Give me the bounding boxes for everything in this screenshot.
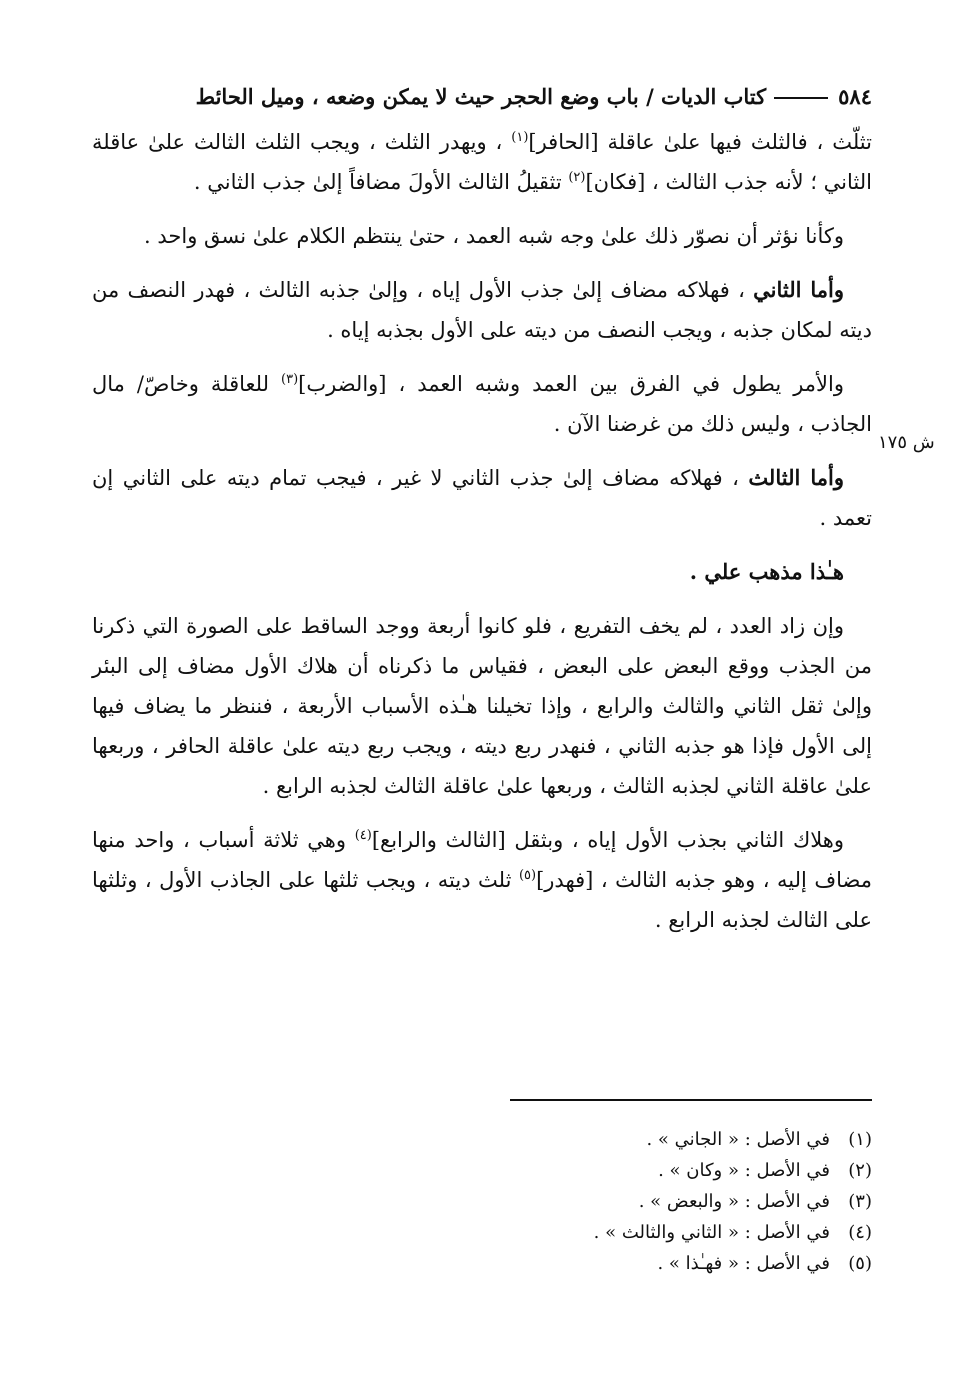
text-run: ، فهلاكه مضاف إلىٰ جذب الثاني لا غير ، فيجب تمام ديته على الثاني إن تعمد . [92,466,872,530]
paragraph-5 [92,458,872,538]
footnote-number: (٢) [848,1160,872,1181]
footnote-number: (١) [848,1129,872,1150]
text-run: والأمر يطول في الفرق بين العمد وشبه العمد ، [والضرب] [298,372,845,396]
footnote-separator [510,1099,872,1101]
paragraph-2: وكأنا نؤثر أن نصوّر ذلك علىٰ وجه شبه العمد ، حتىٰ ينتظم الكلام علىٰ نسق واحد . [144,224,844,248]
footnote-number: (٥) [848,1253,872,1274]
footnote-ref-3: (٣) [281,372,299,387]
footnote-text: في الأصل : « وكان » . [658,1160,830,1181]
footnote-ref-1: (١) [511,130,529,145]
footnote-text: في الأصل : « والبعض » . [638,1191,830,1212]
paragraph-lead: وأما الثالث [748,465,844,490]
footnotes [480,1124,872,1279]
paragraph-8 [92,820,872,940]
footnote-text: في الأصل : « الثاني والثالث » . [593,1222,830,1243]
footnote-item [480,1124,872,1155]
footnote-ref-5: (٥) [518,868,537,883]
paragraph-4 [92,364,872,444]
footnote-item [480,1155,872,1186]
text-run: للعاقلة وخاصّ/ مال الجاذب ، وليس ذلك من غرضنا الآن . [92,372,872,436]
running-title: كتاب الديات / باب وضع الحجر حيث لا يمكن وضعه ، وميل الحائط [195,83,767,109]
main-text [92,122,872,954]
text-run: ، فهلاكه مضاف إلىٰ جذب الأول إياه ، وإلىٰ جذبه الثالث ، فهدر النصف من ديته لمكان جذبه ، ويجب النصف من ديته على الأول بجذبه إياه . [92,278,872,342]
text-run: تثقيلُ الثالث الأولَ مضافاً إلىٰ جذب الثاني . [193,170,569,194]
running-header [92,78,872,114]
text-run: وهي ثلاثة أسباب ، واحد منها مضاف إليه ، وهو جذبه الثالث ، [فهدر] [92,828,872,892]
paragraph-lead: هـٰذا مذهب علي . [689,559,844,584]
footnote-number: (٤) [848,1222,872,1243]
footnote-item [480,1217,872,1248]
text-run: تثلّث ، فالثلث فيها علىٰ عاقلة [الحافر] [528,130,872,154]
footnote-text: في الأصل : « الجاني » . [646,1129,830,1150]
page-number: ٥٨٤ [838,83,872,109]
paragraph-3 [92,270,872,350]
footnote-item [480,1248,872,1279]
text-run: وهلاك الثاني بجذب الأول إياه ، وبثقل [الثالث والرابع] [371,828,844,852]
paragraph-1 [92,122,872,202]
footnote-ref-4: (٤) [354,828,372,843]
paragraph-6 [92,552,872,592]
text-run: ، ويهدر الثلث ، ويجب الثلث الثالث علىٰ عاقلة الثاني ؛ لأنه جذب الثالث ، [فكان] [92,130,872,194]
footnote-ref-2: (٢) [568,170,586,185]
header-rule [774,97,828,99]
footnote-text: في الأصل : « فهـٰذا » . [657,1253,830,1274]
paragraph-7: وإن زاد العدد ، لم يخف التفريع ، فلو كانوا أربعة ووجد الساقط على الصورة التي ذكرنا من الجذب ووقع البعض على البعض ، فقياس ما ذكرناه أن هلاك الأول مضاف إلى البئر وإلىٰ ثقل الثاني والثالث والرابع ، وإذا تخيلنا هـٰذه الأسباب الأربعة ، فننظر ما يضاف فيها إلى الأول فإذا هو جذبه الثاني ، فنهدر ربع ديته ، ويجب ربع ديته علىٰ عاقلة الحافر ، وربعها علىٰ عاقلة الثاني لجذبه الثالث ، وربعها علىٰ عاقلة الثالث لجذبه الرابع . [92,614,872,798]
footnote-number: (٣) [848,1191,872,1212]
paragraph-lead: وأما الثاني [753,277,844,302]
footnote-item [480,1186,872,1217]
text-run: ثلث ديته ، ويجب ثلثها على الجاذب الأول ، وثلثها على الثالث لجذبه الرابع . [92,868,872,932]
margin-reference: ش ١٧٥ [878,432,935,453]
